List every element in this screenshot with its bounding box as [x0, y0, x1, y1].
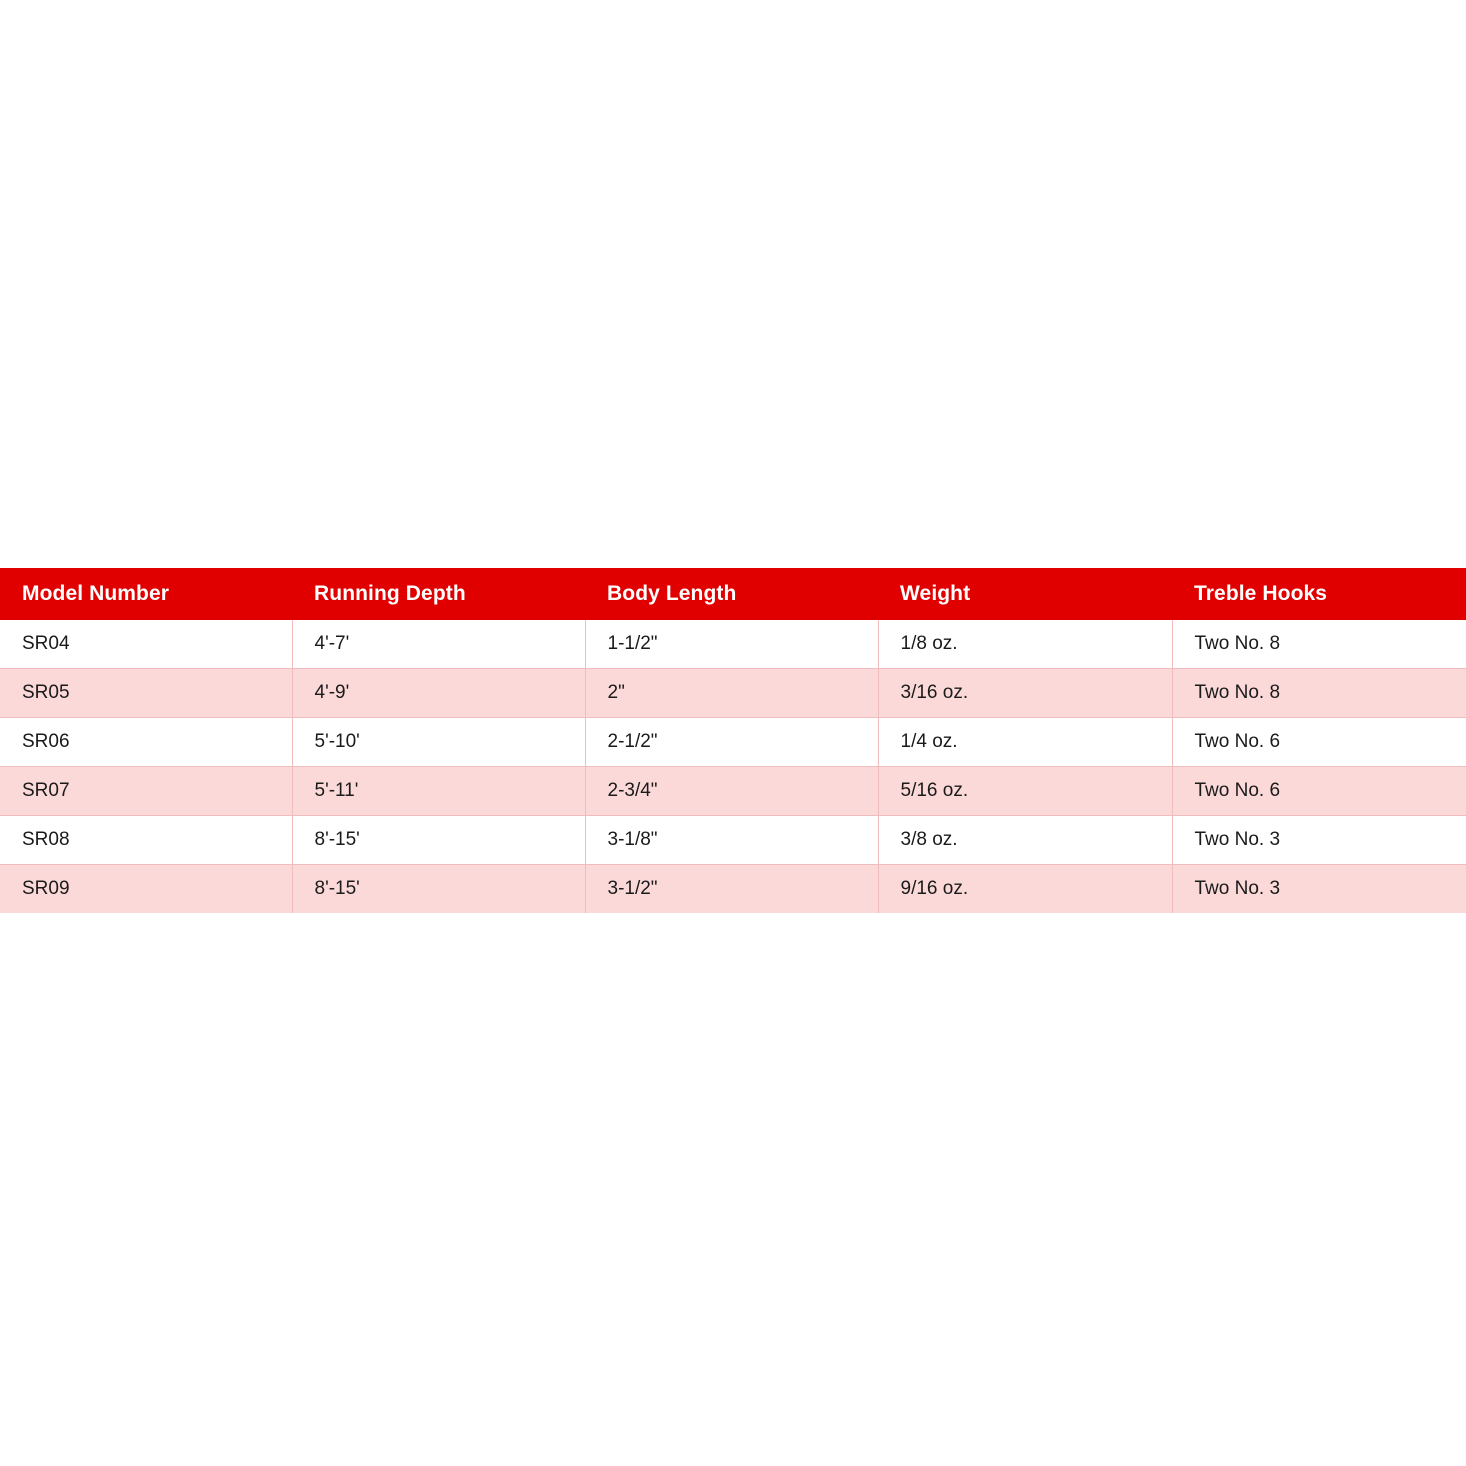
specifications-table-container [0, 568, 1466, 913]
column-header-body-length: Body Length [585, 568, 878, 620]
cell-weight: 1/4 oz. [878, 718, 1172, 767]
cell-body-length: 3-1/2" [585, 865, 878, 914]
cell-model-number: SR06 [0, 718, 292, 767]
cell-treble-hooks: Two No. 8 [1172, 620, 1466, 669]
cell-weight: 9/16 oz. [878, 865, 1172, 914]
table-row [0, 718, 1466, 767]
cell-body-length: 2" [585, 669, 878, 718]
cell-weight: 3/16 oz. [878, 669, 1172, 718]
table-row [0, 865, 1466, 914]
cell-treble-hooks: Two No. 3 [1172, 816, 1466, 865]
table-body [0, 620, 1466, 913]
cell-weight: 1/8 oz. [878, 620, 1172, 669]
cell-running-depth: 8'-15' [292, 816, 585, 865]
column-header-running-depth: Running Depth [292, 568, 585, 620]
cell-body-length: 3-1/8" [585, 816, 878, 865]
cell-treble-hooks: Two No. 6 [1172, 718, 1466, 767]
cell-model-number: SR08 [0, 816, 292, 865]
cell-running-depth: 8'-15' [292, 865, 585, 914]
specifications-table [0, 568, 1466, 913]
cell-body-length: 2-1/2" [585, 718, 878, 767]
cell-model-number: SR04 [0, 620, 292, 669]
column-header-treble-hooks: Treble Hooks [1172, 568, 1466, 620]
cell-body-length: 2-3/4" [585, 767, 878, 816]
cell-model-number: SR07 [0, 767, 292, 816]
column-header-model-number: Model Number [0, 568, 292, 620]
column-header-weight: Weight [878, 568, 1172, 620]
cell-running-depth: 4'-7' [292, 620, 585, 669]
cell-treble-hooks: Two No. 6 [1172, 767, 1466, 816]
cell-running-depth: 5'-11' [292, 767, 585, 816]
table-row [0, 816, 1466, 865]
cell-treble-hooks: Two No. 8 [1172, 669, 1466, 718]
cell-running-depth: 5'-10' [292, 718, 585, 767]
cell-running-depth: 4'-9' [292, 669, 585, 718]
table-row [0, 767, 1466, 816]
table-row [0, 669, 1466, 718]
table-header-row [0, 568, 1466, 620]
cell-weight: 3/8 oz. [878, 816, 1172, 865]
table-row [0, 620, 1466, 669]
cell-weight: 5/16 oz. [878, 767, 1172, 816]
cell-model-number: SR09 [0, 865, 292, 914]
cell-body-length: 1-1/2" [585, 620, 878, 669]
table-header [0, 568, 1466, 620]
cell-model-number: SR05 [0, 669, 292, 718]
cell-treble-hooks: Two No. 3 [1172, 865, 1466, 914]
